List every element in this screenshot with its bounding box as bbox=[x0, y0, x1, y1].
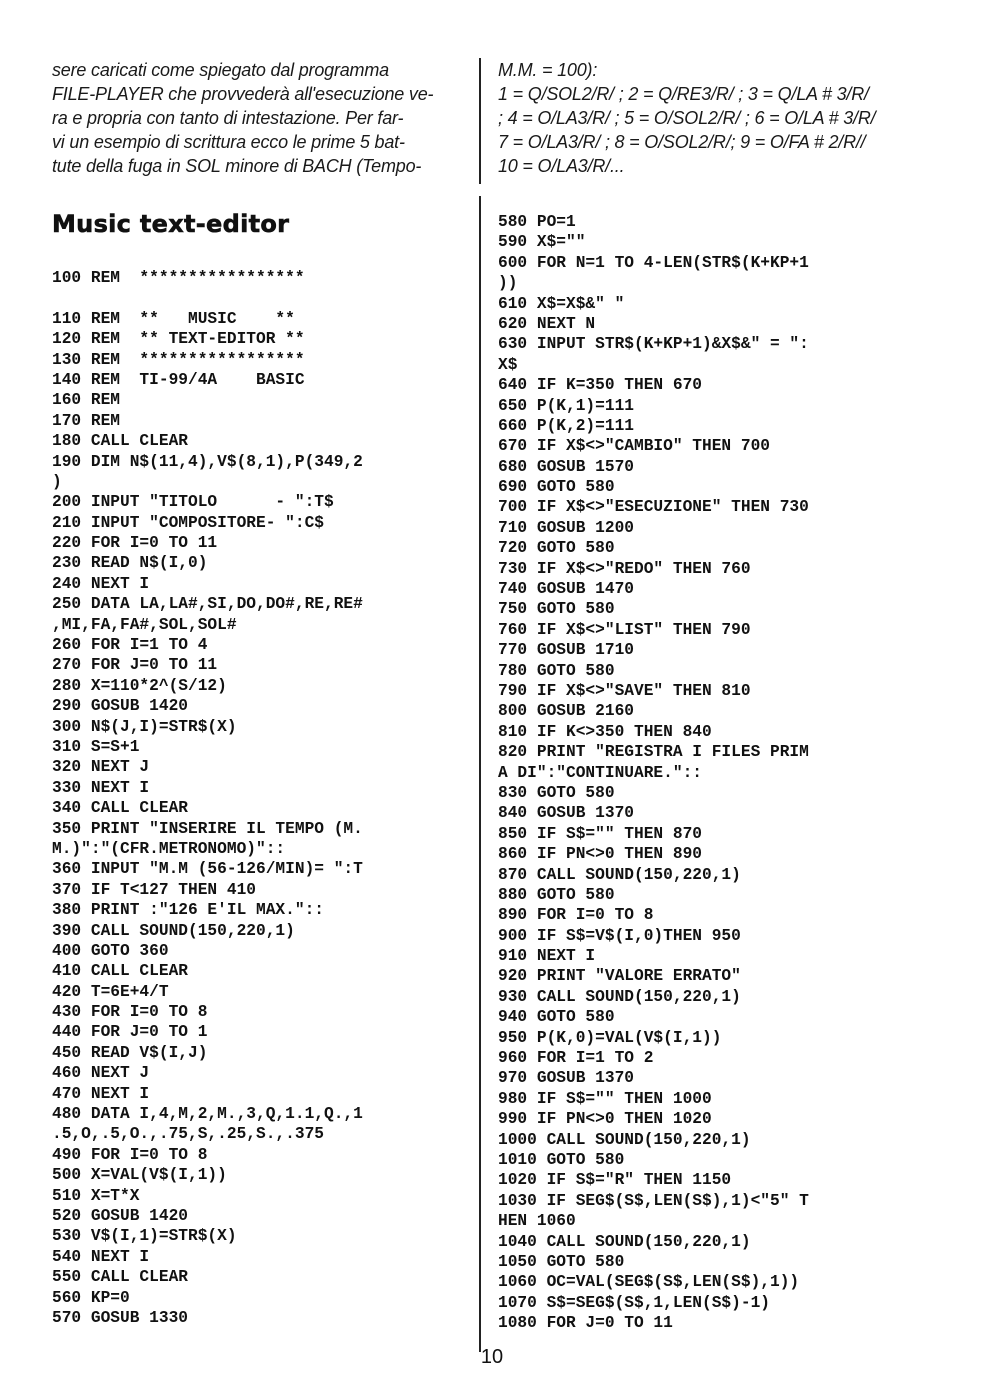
code-line: 560 KP=0 bbox=[52, 1288, 130, 1307]
code-line: 550 CALL CLEAR bbox=[52, 1268, 188, 1287]
code-line: HEN 1060 bbox=[498, 1212, 576, 1231]
code-line: 810 IF K<>350 THEN 840 bbox=[498, 722, 712, 741]
intro-line: ra e propria con tanto di intestazione. Per far- bbox=[52, 108, 404, 128]
code-line: 290 GOSUB 1420 bbox=[52, 697, 188, 716]
code-line: 510 X=T*X bbox=[52, 1186, 140, 1205]
code-line: 590 X$="" bbox=[498, 233, 586, 252]
code-line: 690 GOTO 580 bbox=[498, 478, 615, 497]
code-line: 610 X$=X$&" " bbox=[498, 294, 625, 313]
code-line: 110 REM ** MUSIC ** bbox=[52, 309, 295, 328]
code-line: 1000 CALL SOUND(150,220,1) bbox=[498, 1130, 751, 1149]
intro-line: 10 = O/LA3/R/... bbox=[498, 156, 625, 176]
code-line: 940 GOTO 580 bbox=[498, 1008, 615, 1027]
code-line: 670 IF X$<>"CAMBIO" THEN 700 bbox=[498, 437, 770, 456]
code-line: 870 CALL SOUND(150,220,1) bbox=[498, 865, 741, 884]
code-line: 260 FOR I=1 TO 4 bbox=[52, 636, 208, 655]
code-line: 180 CALL CLEAR bbox=[52, 432, 188, 451]
code-line: ) bbox=[52, 472, 62, 491]
code-listing-left bbox=[52, 268, 363, 1328]
code-line: 740 GOSUB 1470 bbox=[498, 580, 634, 599]
code-line: 1040 CALL SOUND(150,220,1) bbox=[498, 1232, 751, 1251]
code-line: 750 GOTO 580 bbox=[498, 600, 615, 619]
code-line: 840 GOSUB 1370 bbox=[498, 804, 634, 823]
code-line: 410 CALL CLEAR bbox=[52, 962, 188, 981]
code-line: 320 NEXT J bbox=[52, 758, 150, 777]
code-line: 790 IF X$<>"SAVE" THEN 810 bbox=[498, 681, 751, 700]
code-line: 370 IF T<127 THEN 410 bbox=[52, 880, 256, 899]
code-line: 720 GOTO 580 bbox=[498, 539, 615, 558]
code-line: 910 NEXT I bbox=[498, 947, 596, 966]
code-line: 250 DATA LA,LA#,SI,DO,DO#,RE,RE# bbox=[52, 595, 363, 614]
section-heading: Music text-editor bbox=[52, 210, 290, 238]
code-line: 970 GOSUB 1370 bbox=[498, 1069, 634, 1088]
code-line bbox=[52, 288, 363, 308]
intro-line: M.M. = 100): bbox=[498, 60, 598, 80]
code-line: 440 FOR J=0 TO 1 bbox=[52, 1023, 208, 1042]
code-line: 330 NEXT I bbox=[52, 778, 150, 797]
code-line: 430 FOR I=0 TO 8 bbox=[52, 1003, 208, 1022]
column-divider-top bbox=[479, 58, 481, 184]
code-line: 220 FOR I=0 TO 11 bbox=[52, 534, 218, 553]
code-line: A DI":"CONTINUARE.":: bbox=[498, 763, 702, 782]
code-line: 350 PRINT "INSERIRE IL TEMPO (M. bbox=[52, 819, 363, 838]
intro-paragraph-left bbox=[52, 58, 433, 178]
code-line: 1050 GOTO 580 bbox=[498, 1252, 625, 1271]
code-line: 680 GOSUB 1570 bbox=[498, 457, 634, 476]
code-line: 980 IF S$="" THEN 1000 bbox=[498, 1089, 712, 1108]
code-line: 210 INPUT "COMPOSITORE- ":C$ bbox=[52, 513, 324, 532]
code-line: ,MI,FA,FA#,SOL,SOL# bbox=[52, 615, 237, 634]
code-line: 630 INPUT STR$(K+KP+1)&X$&" = ": bbox=[498, 335, 809, 354]
code-line: 240 NEXT I bbox=[52, 574, 150, 593]
code-line: .5,O,.5,O.,.75,S,.25,S.,.375 bbox=[52, 1125, 324, 1144]
code-line: 640 IF K=350 THEN 670 bbox=[498, 376, 702, 395]
code-line: 990 IF PN<>0 THEN 1020 bbox=[498, 1110, 712, 1129]
code-line: 730 IF X$<>"REDO" THEN 760 bbox=[498, 559, 751, 578]
code-line: 710 GOSUB 1200 bbox=[498, 518, 634, 537]
code-line: 270 FOR J=0 TO 11 bbox=[52, 656, 218, 675]
code-line: 600 FOR N=1 TO 4-LEN(STR$(K+KP+1 bbox=[498, 253, 809, 272]
code-line: 800 GOSUB 2160 bbox=[498, 702, 634, 721]
intro-line: tute della fuga in SOL minore di BACH (Tempo- bbox=[52, 156, 422, 176]
code-line: 960 FOR I=1 TO 2 bbox=[498, 1049, 654, 1068]
intro-line: 7 = O/LA3/R/ ; 8 = O/SOL2/R/; 9 = O/FA # 2/R// bbox=[498, 132, 866, 152]
code-line: 400 GOTO 360 bbox=[52, 941, 169, 960]
code-line: 100 REM ***************** bbox=[52, 269, 305, 287]
code-listing-right bbox=[498, 212, 809, 1333]
code-line: 860 IF PN<>0 THEN 890 bbox=[498, 845, 702, 864]
code-line: 170 REM bbox=[52, 411, 120, 430]
intro-line: vi un esempio di scrittura ecco le prime 5 bat- bbox=[52, 132, 405, 152]
code-line: 950 P(K,0)=VAL(V$(I,1)) bbox=[498, 1028, 722, 1047]
code-line: 1010 GOTO 580 bbox=[498, 1150, 625, 1169]
code-line: 130 REM ***************** bbox=[52, 350, 305, 369]
code-line: 520 GOSUB 1420 bbox=[52, 1206, 188, 1225]
code-line: 1020 IF S$="R" THEN 1150 bbox=[498, 1171, 732, 1190]
code-line: 420 T=6E+4/T bbox=[52, 982, 169, 1001]
code-line: 650 P(K,1)=111 bbox=[498, 396, 634, 415]
code-line: )) bbox=[498, 274, 518, 293]
code-line: X$ bbox=[498, 355, 518, 374]
code-line: 390 CALL SOUND(150,220,1) bbox=[52, 921, 295, 940]
code-line: 570 GOSUB 1330 bbox=[52, 1308, 188, 1327]
code-line: 360 INPUT "M.M (56-126/MIN)= ":T bbox=[52, 860, 363, 879]
code-line: 900 IF S$=V$(I,0)THEN 950 bbox=[498, 926, 741, 945]
code-line: 850 IF S$="" THEN 870 bbox=[498, 824, 702, 843]
code-line: 770 GOSUB 1710 bbox=[498, 641, 634, 660]
code-line: 300 N$(J,I)=STR$(X) bbox=[52, 717, 237, 736]
code-line: 660 P(K,2)=111 bbox=[498, 416, 634, 435]
code-line: 1060 OC=VAL(SEG$(S$,LEN(S$),1)) bbox=[498, 1273, 800, 1292]
code-line: 700 IF X$<>"ESECUZIONE" THEN 730 bbox=[498, 498, 809, 517]
code-line: 820 PRINT "REGISTRA I FILES PRIM bbox=[498, 743, 809, 762]
intro-line: FILE-PLAYER che provvederà all'esecuzione ve- bbox=[52, 84, 434, 104]
code-line: 920 PRINT "VALORE ERRATO" bbox=[498, 967, 741, 986]
intro-paragraph-right bbox=[498, 58, 875, 178]
code-line: 1070 S$=SEG$(S$,1,LEN(S$)-1) bbox=[498, 1293, 770, 1312]
code-line: 500 X=VAL(V$(I,1)) bbox=[52, 1166, 227, 1185]
intro-line: 1 = Q/SOL2/R/ ; 2 = Q/RE3/R/ ; 3 = Q/LA # 3/R/ bbox=[498, 84, 869, 104]
intro-line: ; 4 = O/LA3/R/ ; 5 = O/SOL2/R/ ; 6 = O/LA # 3/R/ bbox=[498, 108, 876, 128]
code-line: 490 FOR I=0 TO 8 bbox=[52, 1145, 208, 1164]
code-line: 140 REM TI-99/4A BASIC bbox=[52, 370, 305, 389]
column-divider bbox=[479, 196, 481, 1352]
page-number: 10 bbox=[480, 1346, 504, 1368]
code-line: 470 NEXT I bbox=[52, 1084, 150, 1103]
code-line: M.)":"(CFR.METRONOMO)":: bbox=[52, 839, 286, 858]
intro-line: sere caricati come spiegato dal programma bbox=[52, 60, 389, 80]
code-line: 880 GOTO 580 bbox=[498, 885, 615, 904]
code-line: 620 NEXT N bbox=[498, 314, 596, 333]
code-line: 930 CALL SOUND(150,220,1) bbox=[498, 987, 741, 1006]
code-line: 340 CALL CLEAR bbox=[52, 799, 188, 818]
code-line: 230 READ N$(I,0) bbox=[52, 554, 208, 573]
code-line: 1080 FOR J=0 TO 11 bbox=[498, 1314, 673, 1333]
code-line: 280 X=110*2^(S/12) bbox=[52, 676, 227, 695]
code-line: 190 DIM N$(11,4),V$(8,1),P(349,2 bbox=[52, 452, 363, 471]
code-line: 580 PO=1 bbox=[498, 213, 576, 231]
code-line: 780 GOTO 580 bbox=[498, 661, 615, 680]
code-line: 890 FOR I=0 TO 8 bbox=[498, 906, 654, 925]
code-line: 830 GOTO 580 bbox=[498, 783, 615, 802]
code-line: 310 S=S+1 bbox=[52, 737, 140, 756]
code-line: 1030 IF SEG$(S$,LEN(S$),1)<"5" T bbox=[498, 1191, 809, 1210]
code-line: 380 PRINT :"126 E'IL MAX.":: bbox=[52, 901, 324, 920]
code-line: 760 IF X$<>"LIST" THEN 790 bbox=[498, 620, 751, 639]
code-line: 540 NEXT I bbox=[52, 1247, 150, 1266]
code-line: 480 DATA I,4,M,2,M.,3,Q,1.1,Q.,1 bbox=[52, 1105, 363, 1124]
code-line: 460 NEXT J bbox=[52, 1064, 150, 1083]
code-line: 530 V$(I,1)=STR$(X) bbox=[52, 1227, 237, 1246]
code-line: 160 REM bbox=[52, 391, 120, 410]
code-line: 450 READ V$(I,J) bbox=[52, 1043, 208, 1062]
code-line: 120 REM ** TEXT-EDITOR ** bbox=[52, 330, 305, 349]
code-line: 200 INPUT "TITOLO - ":T$ bbox=[52, 493, 334, 512]
